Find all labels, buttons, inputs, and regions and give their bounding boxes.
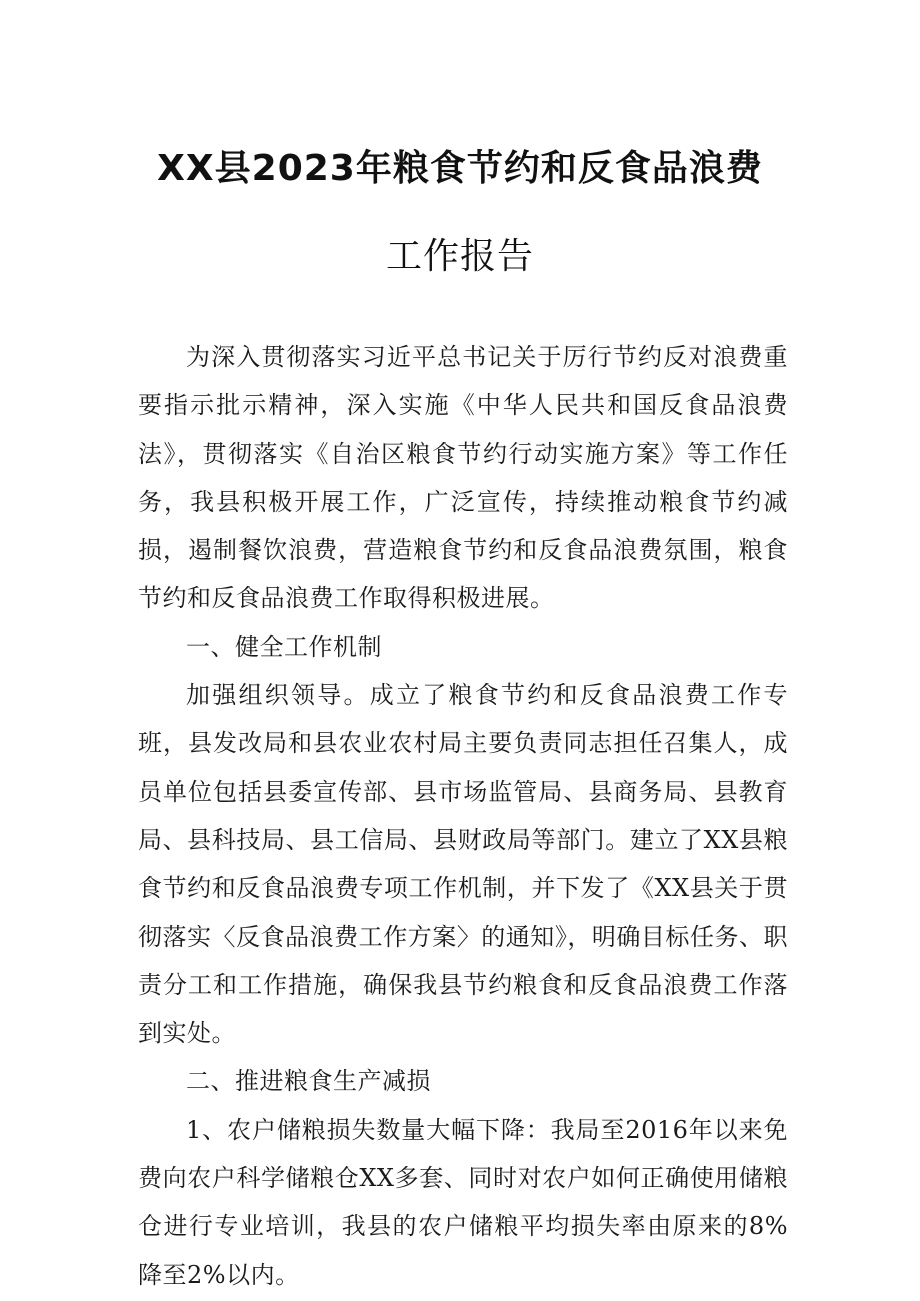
document-title-line-2: 工作报告 xyxy=(385,236,534,277)
section-heading-1: 一、健全工作机制 xyxy=(186,632,382,661)
section-2-paragraph: 1、农户储粮损失数量大幅下降：我局至2016年以来免费向农户科学储粮仓XX多套、同时对农户如何正确使用储粮仓进行专业培训，我县的农户储粮平均损失率由原来的8%降至2%以内。 xyxy=(138,1115,788,1289)
section-1-paragraph: 加强组织领导。成立了粮食节约和反食品浪费工作专班，县发改局和县农业农村局主要负责同志担任召集人，成员单位包括县委宣传部、县市场监管局、县商务局、县教育局、县科技局、县工信局、县财政局等部门。建立了XX县粮食节约和反食品浪费专项工作机制，并下发了《XX县关于贯彻落实〈反食品浪费工作方案〉的通知》，明确目标任务、职责分工和工作措施，确保我县节约粮食和反食品浪费工作落到实处。 xyxy=(138,681,788,1048)
document-title-line-1: XX县2023年粮食节约和反食品浪费 xyxy=(157,148,763,189)
intro-paragraph: 为深入贯彻落实习近平总书记关于厉行节约反对浪费重要指示批示精神，深入实施《中华人民共和国反食品浪费法》，贯彻落实《自治区粮食节约行动实施方案》等工作任务，我县积极开展工作，广泛宣传，持续推动粮食节约减损，遏制餐饮浪费，营造粮食节约和反食品浪费氛围，粮食节约和反食品浪费工作取得积极进展。 xyxy=(138,343,788,613)
document-body xyxy=(138,333,788,1299)
section-heading-2: 二、推进粮食生产减损 xyxy=(186,1067,431,1096)
